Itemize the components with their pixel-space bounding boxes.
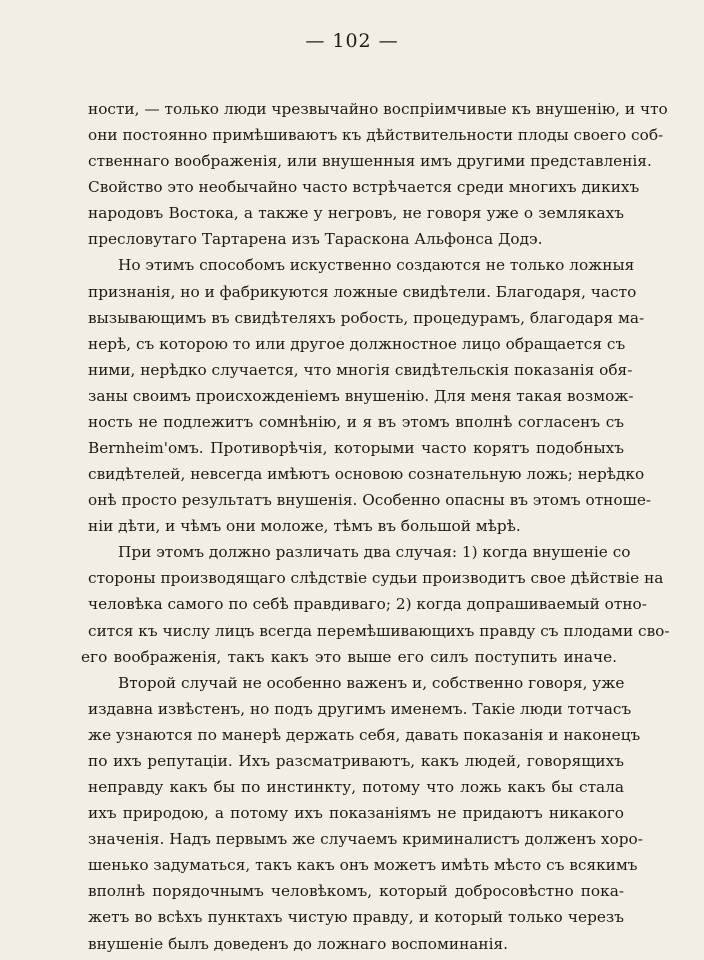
text-line: сится къ числу лицъ всегда перемѣшивающихъ правду съ плодами сво-	[88, 621, 670, 640]
text-line: внушеніе былъ доведенъ до ложнаго воспоминанія.	[88, 934, 509, 953]
text-line: ности, — только люди чрезвычайно воспріимчивые къ внушенію, и что	[88, 100, 668, 118]
text-line: заны своимъ происхожденіемъ внушенію. Для меня такая возмож-	[88, 386, 634, 405]
text-line: ихъ природою, а потому ихъ показаніямъ не придаютъ никакого	[88, 804, 624, 823]
text-line: онѣ просто результатъ внушенія. Особенно опасны въ этомъ отноше-	[88, 491, 652, 510]
text-line: пресловутаго Тартарена изъ Тараскона Альфонса Додэ.	[88, 230, 543, 249]
text-line: шенько задуматься, такъ какъ онъ можетъ имѣть мѣсто съ всякимъ	[88, 856, 638, 875]
text-line: издавна извѣстенъ, но подъ другимъ именемъ. Такіе люди тотчасъ	[88, 699, 632, 718]
text-line: его воображенія, такъ какъ это выше его силъ поступить иначе.	[81, 647, 617, 666]
body-text	[81, 96, 670, 957]
text-line: неправду какъ бы по инстинкту, потому что ложь какъ бы стала	[88, 778, 624, 797]
text-line: жетъ во всѣхъ пунктахъ чистую правду, и который только черезъ	[88, 908, 624, 927]
text-line: Свойство это необычайно часто встрѣчается среди многихъ дикихъ	[88, 178, 640, 197]
text-line: народовъ Востока, а также у негровъ, не говоря уже о землякахъ	[88, 204, 624, 223]
text-line: человѣка самого по себѣ правдиваго; 2) когда допрашиваемый отно-	[88, 595, 647, 614]
page-number-header: — 102 —	[305, 30, 399, 52]
text-line: нерѣ, съ которою то или другое должностное лицо обращается съ	[88, 334, 626, 353]
text-line: вызывающимъ въ свидѣтеляхъ робость, процедурамъ, благодаря ма-	[88, 308, 645, 327]
text-line: ними, нерѣдко случается, что многія свидѣтельскія показанія обя-	[88, 360, 633, 379]
text-line: ность не подлежитъ сомнѣнію, и я въ этомъ вполнѣ согласенъ съ	[88, 412, 624, 431]
text-line: При этомъ должно различать два случая: 1) когда внушеніе со	[118, 543, 631, 562]
text-line: стороны производящаго слѣдствіе судьи производитъ свое дѣйствіе на	[88, 569, 664, 588]
text-line: свидѣтелей, невсегда имѣютъ основою сознательную ложь; нерѣдко	[88, 465, 645, 484]
text-line: значенія. Надъ первымъ же случаемъ криминалистъ долженъ хоро-	[88, 830, 643, 849]
text-line: Но этимъ способомъ искуственно создаются не только ложныя	[118, 256, 635, 275]
text-line: вполнѣ порядочнымъ человѣкомъ, который добросовѣстно пока-	[88, 882, 624, 901]
text-line: по ихъ репутаціи. Ихъ разсматриваютъ, какъ людей, говорящихъ	[88, 751, 624, 770]
text-line: ственнаго воображенія, или внушенныя имъ другими представленія.	[88, 152, 652, 171]
text-line: ніи дѣти, и чѣмъ они моложе, тѣмъ въ большой мѣрѣ.	[88, 517, 521, 536]
text-line: Bernheim'омъ. Противорѣчія, которыми часто корятъ подобныхъ	[88, 439, 624, 458]
text-line: они постоянно примѣшиваютъ къ дѣйствительности плоды своего соб-	[88, 126, 664, 145]
text-line: Второй случай не особенно важенъ и, собственно говоря, уже	[118, 673, 625, 692]
text-line: же узнаются по манерѣ держать себя, давать показанія и наконецъ	[88, 725, 641, 744]
text-line: признанія, но и фабрикуются ложные свидѣтели. Благодаря, часто	[88, 282, 637, 301]
